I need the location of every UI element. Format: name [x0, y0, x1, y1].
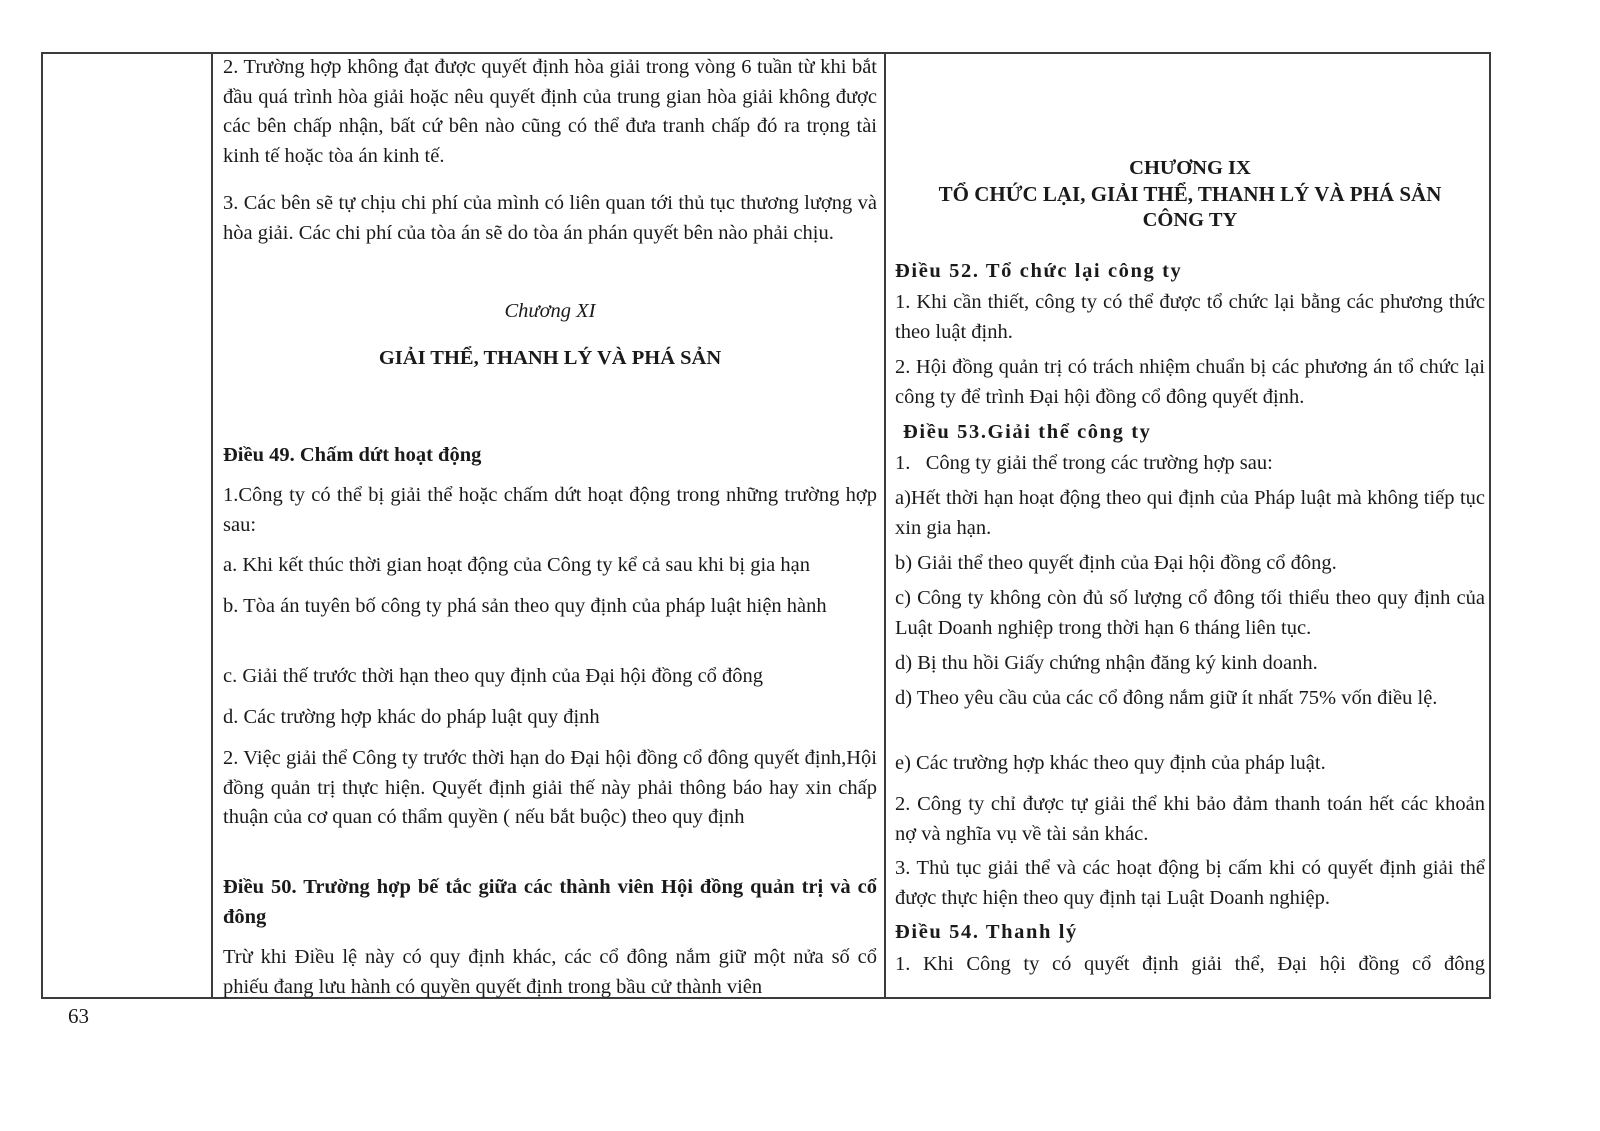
article-53-item-c: c) Công ty không còn đủ số lượng cổ đông tối thiểu theo quy định của Luật Doanh nghiệp trong thời hạn 6 tháng liên tục. [895, 587, 1485, 639]
article-53-item-1: 1. Công ty giải thể trong các trường hợp sau: [895, 452, 1273, 474]
article-52-item-1: 1. Khi cần thiết, công ty có thể được tổ chức lại bằng các phương thức theo luật định. [895, 291, 1485, 343]
article-53-heading: Điều 53.Giải thể công ty [903, 421, 1152, 443]
article-50-body: Trừ khi Điều lệ này có quy định khác, các cổ đông nắm giữ một nửa số cổ phiếu đang lưu hành có quyền quyết định trong bầu cử thành viên [223, 946, 877, 998]
article-54-heading: Điều 54. Thanh lý [895, 921, 1078, 943]
article-54-item-1: 1. Khi Công ty có quyết định giải thể, Đại hội đồng cổ đông [895, 953, 1485, 975]
mid-para-2: 2. Trường hợp không đạt được quyết định hòa giải trong vòng 6 tuần từ khi bắt đầu quá trình hòa giải hoặc nêu quyết định của trung gian hòa giải không được các bên chấp nhận, bất cứ bên nào cũng có thể đưa tranh chấp đó ra trọng tài kinh tế hoặc tòa án kinh tế. [223, 56, 877, 167]
article-53-item-e: e) Các trường hợp khác theo quy định của pháp luật. [895, 752, 1326, 774]
article-52-item-2: 2. Hội đồng quản trị có trách nhiệm chuẩn bị các phương án tổ chức lại công ty để trình Đại hội đồng cổ đông quyết định. [895, 356, 1485, 408]
right-chapter-label: CHƯƠNG IX [1129, 157, 1251, 179]
mid-para-3: 3. Các bên sẽ tự chịu chi phí của mình có liên quan tới thủ tục thương lượng và hòa giải. Các chi phí của tòa án sẽ do tòa án phán quyết bên nào phải chịu. [223, 192, 877, 244]
column-divider-right [884, 52, 886, 999]
article-53-item-3: 3. Thủ tục giải thể và các hoạt động bị cấm khi có quyết định giải thể được thực hiện theo quy định tại Luật Doanh nghiệp. [895, 857, 1485, 909]
page-number: 63 [68, 1004, 89, 1028]
mid-chapter-label: Chương XI [504, 300, 596, 322]
column-divider-left [211, 52, 213, 999]
article-53-item-2: 2. Công ty chỉ được tự giải thể khi bảo đảm thanh toán hết các khoản nợ và nghĩa vụ về tài sản khác. [895, 793, 1485, 845]
article-49-item-c: c. Giải thế trước thời hạn theo quy định của Đại hội đồng cổ đông [223, 665, 764, 687]
article-49-item-a: a. Khi kết thúc thời gian hoạt động của Công ty kể cả sau khi bị gia hạn [223, 554, 810, 576]
article-49-heading: Điều 49. Chấm dứt hoạt động [223, 444, 482, 466]
right-chapter-title-line2: CÔNG TY [1142, 209, 1238, 231]
article-49-item-b: b. Tòa án tuyên bố công ty phá sản theo quy định của pháp luật hiện hành [223, 595, 827, 617]
article-53-item-d2: d) Theo yêu cầu của các cổ đông nắm giữ ít nhất 75% vốn điều lệ. [895, 687, 1438, 709]
article-49-item-1: 1.Công ty có thể bị giải thể hoặc chấm dứt hoạt động trong những trường hợp sau: [223, 484, 877, 536]
article-53-item-a: a)Hết thời hạn hoạt động theo qui định của Pháp luật mà không tiếp tục xin gia hạn. [895, 487, 1485, 539]
article-50-heading: Điều 50. Trường hợp bế tắc giữa các thành viên Hội đồng quản trị và cổ đông [223, 876, 877, 928]
article-53-item-d1: d) Bị thu hồi Giấy chứng nhận đăng ký kinh doanh. [895, 652, 1318, 674]
article-49-item-d: d. Các trường hợp khác do pháp luật quy định [223, 706, 600, 728]
article-52-heading: Điều 52. Tổ chức lại công ty [895, 260, 1183, 282]
article-49-item-2: 2. Việc giải thể Công ty trước thời hạn do Đại hội đồng cổ đông quyết định,Hội đồng quản trị thực hiện. Quyết định giải thế này phải thông báo hay xin chấp thuận của cơ quan có thẩm quyền ( nếu bắt buộc) theo quy định [223, 747, 877, 828]
article-53-item-b: b) Giải thể theo quyết định của Đại hội đồng cổ đông. [895, 552, 1337, 574]
right-chapter-title-line1: TỔ CHỨC LẠI, GIẢI THỂ, THANH LÝ VÀ PHÁ SẢN [938, 182, 1442, 206]
mid-chapter-title: GIẢI THỂ, THANH LÝ VÀ PHÁ SẢN [378, 347, 722, 369]
